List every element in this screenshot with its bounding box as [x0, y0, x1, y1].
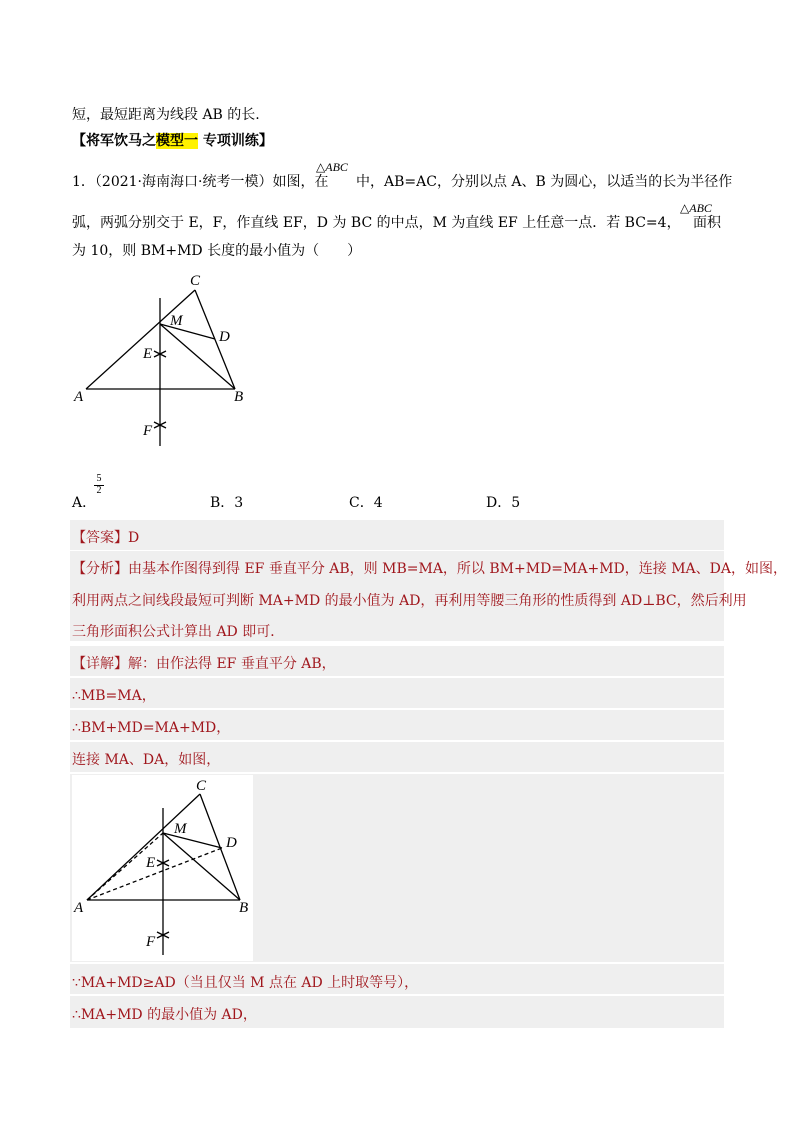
question-line-1: [72, 171, 328, 191]
question-line-1-rest: 中，AB=AC，分别以点 A、B 为圆心，以适当的长为半径作: [356, 174, 733, 190]
question-line-3: 为 10，则 BM+MD 长度的最小值为（ ）: [72, 243, 362, 259]
answer-label: 【答案】: [72, 530, 128, 546]
label-f: F: [143, 423, 153, 439]
triangle-symbol-2: △ABC: [680, 201, 712, 215]
question-number: 1．: [72, 174, 95, 190]
label-c: C: [196, 778, 207, 794]
fraction-numerator: 5: [96, 473, 102, 484]
label-m: M: [170, 313, 183, 329]
detail-line-3: ∴BM+MD=MA+MD，: [72, 720, 231, 736]
label-m: M: [174, 821, 187, 837]
analysis-line-2: 利用两点之间线段最短可判断 MA+MD 的最小值为 AD，再利用等腰三角形的性质得到 AD⊥BC，然后利用: [72, 593, 747, 609]
analysis-text-1: 由基本作图得到得 EF 垂直平分 AB，则 MB=MA，所以 BM+MD=MA+MD，连接 MA、DA，如图，: [128, 561, 787, 577]
analysis-line-3: 三角形面积公式计算出 AD 即可．: [72, 624, 285, 640]
fraction-denominator: 2: [94, 485, 104, 496]
detail-line-1: [72, 653, 336, 673]
option-d: D．5: [486, 495, 521, 511]
answer-value: D: [128, 530, 140, 546]
analysis-label: 【分析】: [72, 561, 128, 577]
section-highlight: 模型一: [156, 133, 198, 149]
answer-line: [72, 527, 139, 547]
section-prefix: 【将军饮马之: [72, 133, 156, 149]
label-a: A: [74, 900, 84, 916]
label-d: D: [219, 329, 230, 345]
geometry-figure-2: [72, 775, 253, 961]
question-line-2-tail: 面积: [693, 215, 721, 231]
label-e: E: [146, 855, 156, 871]
analysis-line-1: [72, 558, 787, 578]
intro-line: 短，最短距离为线段 AB 的长.: [72, 107, 260, 123]
label-c: C: [190, 273, 201, 289]
detail-line-4: 连接 MA、DA，如图，: [72, 752, 221, 768]
label-b: B: [234, 389, 244, 405]
label-a: A: [74, 389, 84, 405]
label-e: E: [143, 346, 153, 362]
detail-line-2: ∴MB=MA，: [72, 688, 156, 704]
detail-line-6: ∴MA+MD 的最小值为 AD，: [72, 1007, 257, 1023]
geometry-figure-1: [70, 268, 260, 453]
option-b: B．3: [210, 495, 244, 511]
question-line-2: 弧，两弧分别交于 E，F，作直线 EF，D 为 BC 的中点，M 为直线 EF 上任意一点．若 BC=4，: [72, 215, 681, 231]
label-b: B: [239, 900, 249, 916]
triangle-symbol-1: △ABC: [316, 160, 348, 174]
detail-text-1: 解：由作法得 EF 垂直平分 AB，: [128, 656, 336, 672]
detail-label: 【详解】: [72, 656, 128, 672]
option-a-fraction: [94, 474, 104, 496]
label-f: F: [146, 934, 156, 950]
detail-line-5: ∵MA+MD≥AD（当且仅当 M 点在 AD 上时取等号），: [72, 975, 419, 991]
label-d: D: [226, 835, 237, 851]
option-c: C．4: [349, 495, 383, 511]
section-header: [72, 130, 273, 150]
option-a: A．: [72, 495, 97, 511]
section-suffix: 专项训练】: [198, 133, 273, 149]
segment-ac: [87, 794, 200, 900]
question-source: （2021·海南海口·统考一模）如图，在: [94, 174, 329, 190]
